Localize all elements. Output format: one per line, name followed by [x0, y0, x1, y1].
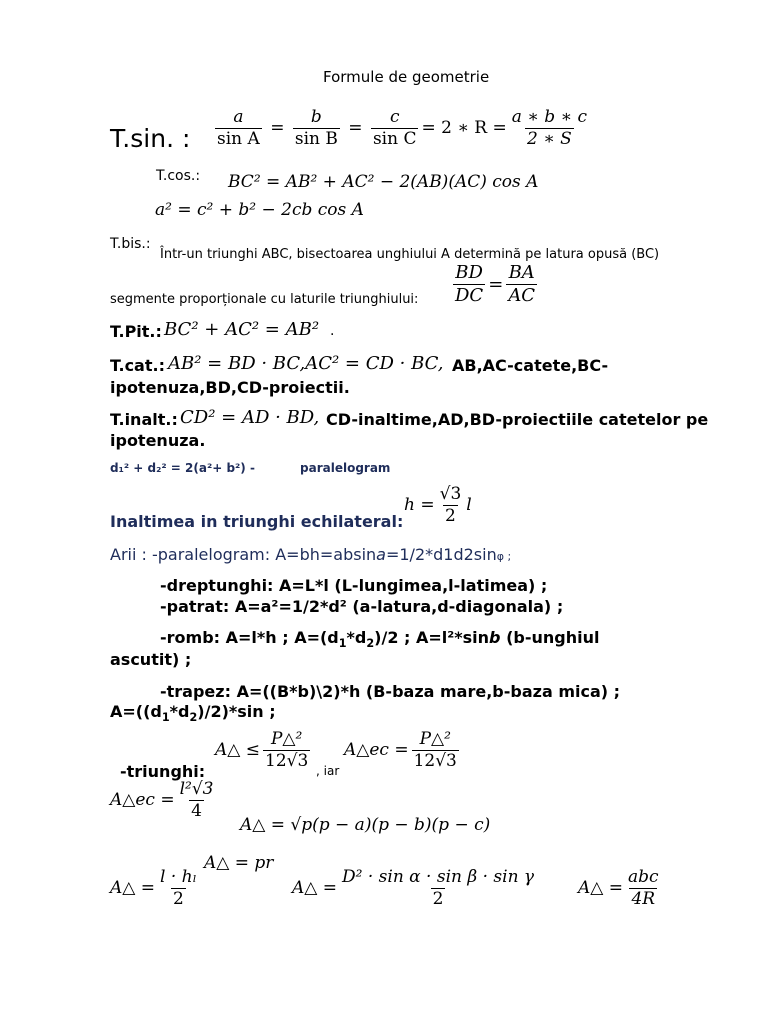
tinalt-text-2: ipotenuza. [110, 431, 206, 450]
arii-dreptunghi: -dreptunghi: A=L*l (L-lungimea,l-latimea) ; [160, 576, 548, 595]
page-title: Formule de geometrie [323, 68, 490, 86]
arii-romb-2: ascutit) ; [110, 650, 192, 669]
tcat-text-1: AB,AC-catete,BC- [452, 356, 609, 375]
tbis-text-2: segmente proporționale cu laturile triunghiului: [110, 292, 419, 307]
inaltimea-label: Inaltimea in triunghi echilateral: [110, 512, 404, 531]
tsin-label: T.sin. : [110, 124, 191, 153]
tinalt-text-1: CD-inaltime,AD,BD-proiectiile catetelor pe [326, 410, 709, 429]
tcos-label: T.cos.: [156, 168, 201, 184]
arii-patrat: -patrat: A=a²=1/2*d² (a-latura,d-diagonala) ; [160, 597, 564, 616]
triunghi-label: -triunghi: [120, 762, 206, 781]
triunghi-formula-6: A△ = $\frac{\text{abc}}{4R}$ [578, 867, 659, 909]
triunghi-iar: , iar [316, 764, 340, 778]
arii-romb: -romb: A=l*h ; $A=(d_1*d_2)/2$ ; A=l²*sinb (b-unghiul [160, 628, 600, 651]
triunghi-formula-2: A△ec = $\frac{\text{P△²}}{12√3}$ [344, 729, 457, 771]
tsin-formula: $\frac{a}{\text{sin A}}$ = $\frac{b}{\text{sin B}}$ = $\frac{c}{\text{sin C}}$ = 2 ∗ R = $\frac{a ∗ b ∗ c}{2 ∗ S}$ [217, 107, 588, 149]
diagonals-label: paralelogram [300, 461, 391, 475]
tpit-formula: BC² + AC² = AB² [164, 319, 320, 340]
tinalt-label: T.inalt.: [110, 410, 178, 429]
tcat-label: T.cat.: [110, 356, 165, 375]
arii-trapez-2: $A=((d_1*d_2)/2)*\sin$ ; [110, 702, 276, 725]
arii-paralelogram: Arii : -paralelogram: A=bh=absina=1/2*d1d2sinφ ; [110, 545, 512, 564]
inaltimea-formula: h = $\frac{√3}{2}$ l [404, 484, 472, 526]
tcat-text-2: ipotenuza,BD,CD-proiectii. [110, 378, 350, 397]
triunghi-formula-1: A△ ≤ $\frac{\text{P△²}}{12√3}$ [215, 729, 309, 771]
tcat-formula: AB² = BD · BC,AC² = CD · BC, [168, 353, 444, 374]
triunghi-formula-5: A△ = $\frac{\text{D² · sin α · sin β · sin γ}}{2}$ [292, 867, 535, 909]
tinalt-formula: CD² = AD · BD, [180, 407, 320, 428]
tcos-formula-1: BC² = AB² + AC² − 2(AB)(AC) cos A [228, 172, 539, 192]
tbis-text-1: Într-un triunghi ABC, bisectoarea unghiului A determină pe latura opusă (BC) [160, 247, 660, 262]
arii-trapez: -trapez: A=((B*b)\2)*h (B-baza mare,b-baza mica) ; [160, 682, 621, 701]
heron-formula: A△ = √p(p − a)(p − b)(p − c) [240, 815, 491, 835]
triunghi-formula-3: A△ec = $\frac{\text{l²√3}}{4}$ [110, 779, 214, 821]
tpit-label: T.Pit.: [110, 322, 162, 341]
tbis-formula: $\frac{BD}{DC}$ = $\frac{BA}{AC}$ [455, 262, 536, 306]
apr-formula: A△ = pr [204, 853, 274, 873]
triunghi-formula-4: A△ = $\frac{\text{l · hₗ}}{2}$ [110, 867, 197, 909]
diagonals-formula: d₁² + d₂² = 2(a²+ b²) - [110, 461, 255, 475]
tpit-tail: . [330, 323, 335, 339]
tbis-label: T.bis.: [110, 236, 151, 252]
tcos-formula-2: a² = c² + b² − 2cb cos A [155, 200, 364, 220]
